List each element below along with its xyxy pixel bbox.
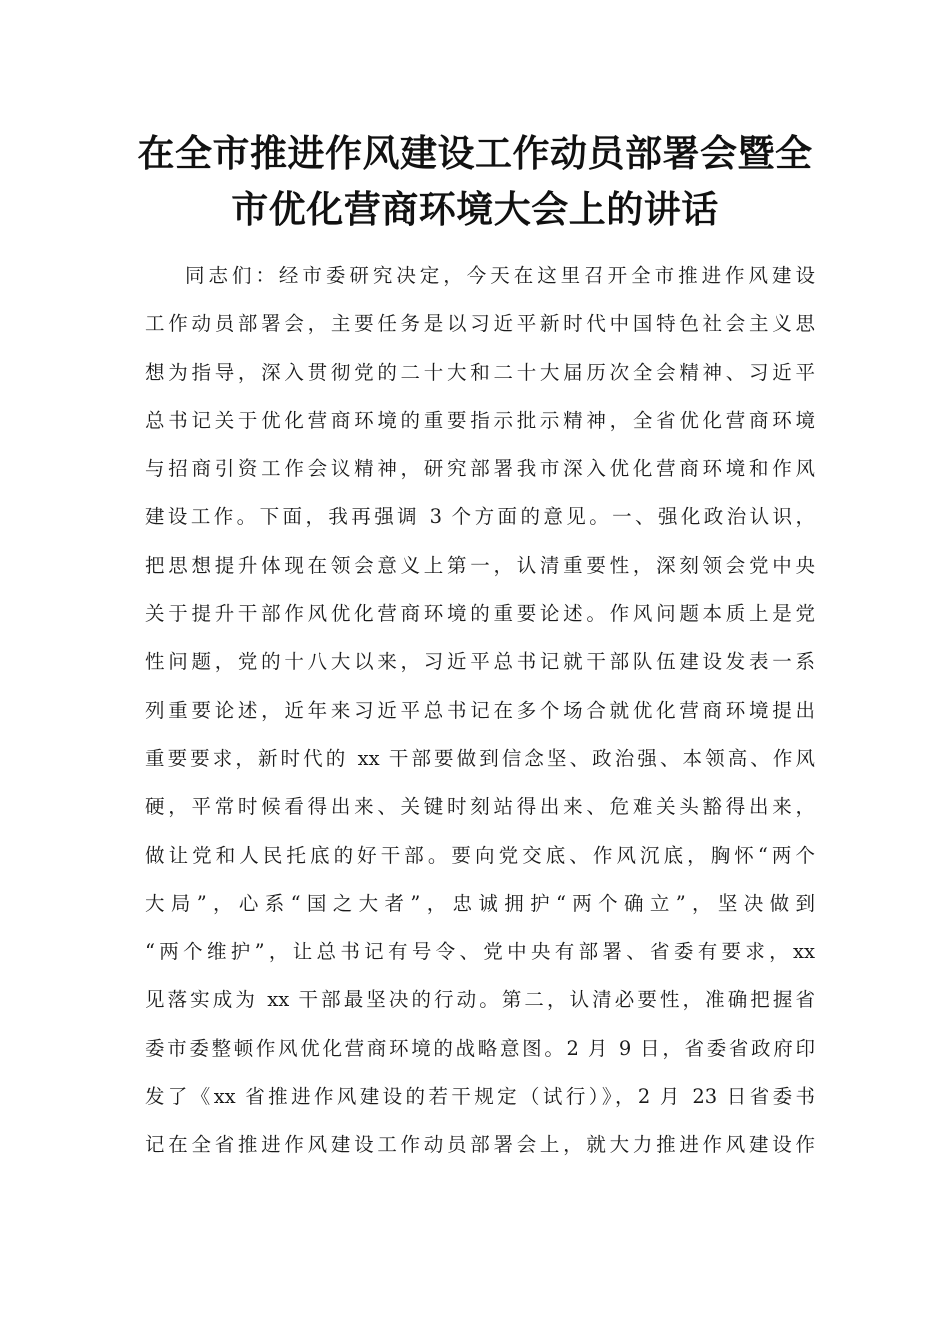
title-line-1: 在全市推进作风建设工作动员部署会暨全 (137, 132, 813, 175)
body-line: 重要要求，新时代的 xx 干部要做到信念坚、政治强、本领高、作风 (145, 746, 815, 770)
body-line: 记在全省推进作风建设工作动员部署会上，就大力推进作风建设作 (145, 1133, 815, 1157)
body-line: 建设工作。下面，我再强调 3 个方面的意见。一、强化政治认识， (145, 505, 815, 529)
body-line: “两个维护”，让总书记有号令、党中央有部署、省委有要求，xx (145, 940, 815, 964)
body-line: 想为指导，深入贯彻党的二十大和二十大届历次全会精神、习近平 (145, 360, 815, 384)
body-line: 大局”，心系“国之大者”，忠诚拥护“两个确立”，坚决做到 (145, 891, 815, 915)
document-title (130, 126, 820, 238)
body-line: 工作动员部署会，主要任务是以习近平新时代中国特色社会主义思 (145, 312, 815, 336)
body-line: 列重要论述，近年来习近平总书记在多个场合就优化营商环境提出 (145, 698, 815, 722)
body-line: 发了《xx 省推进作风建设的若干规定（试行）》，2 月 23 日省委书 (145, 1085, 815, 1109)
body-line: 做让党和人民托底的好干部。要向党交底、作风沉底，胸怀“两个 (145, 843, 815, 867)
body-line: 与招商引资工作会议精神，研究部署我市深入优化营商环境和作风 (145, 457, 815, 481)
title-line-2: 市优化营商环境大会上的讲话 (231, 188, 719, 231)
body-line: 总书记关于优化营商环境的重要指示批示精神，全省优化营商环境 (145, 408, 815, 432)
body-line: 委市委整顿作风优化营商环境的战略意图。2 月 9 日，省委省政府印 (145, 1036, 815, 1060)
body-line: 把思想提升体现在领会意义上第一，认清重要性，深刻领会党中央 (145, 553, 815, 577)
body-line: 硬，平常时候看得出来、关键时刻站得出来、危难关头豁得出来， (145, 795, 815, 819)
speech-body (145, 252, 815, 1170)
body-line: 性问题，党的十八大以来，习近平总书记就干部队伍建设发表一系 (145, 650, 815, 674)
body-line: 见落实成为 xx 干部最坚决的行动。第二，认清必要性，准确把握省 (145, 988, 815, 1012)
body-line: 关于提升干部作风优化营商环境的重要论述。作风问题本质上是党 (145, 602, 815, 626)
body-line: 同志们：经市委研究决定，今天在这里召开全市推进作风建设 (185, 264, 815, 287)
